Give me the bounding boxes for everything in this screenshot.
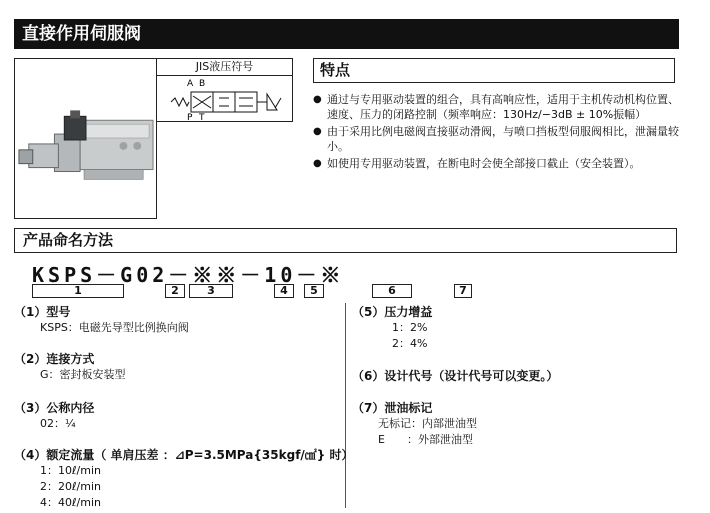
- feature-item: [313, 156, 683, 171]
- section-line: G：密封板安装型: [40, 368, 126, 381]
- port-p-label: P: [187, 113, 193, 122]
- section-pressure-gain: [352, 304, 432, 352]
- product-image: [14, 58, 157, 219]
- jis-symbol-label: JIS液压符号: [157, 59, 292, 76]
- port-b-label: B: [199, 79, 206, 89]
- section-line: 4：40ℓ/min: [40, 496, 101, 509]
- model-code: KSPS－G02－※※－10－※: [32, 263, 345, 287]
- features-heading: 特点: [313, 58, 675, 83]
- code-box-1: 1: [32, 284, 124, 298]
- section-connection: [14, 351, 126, 383]
- feature-text: 由于采用比例电磁阀直接驱动滑阀，与喷口挡板型伺服阀相比，泄漏量较小。: [327, 125, 679, 153]
- feature-text: 通过与专用驱动装置的组合，具有高响应性，适用于主机传动机构位置、速度、压力的闭路控制（频率响应：130Hz/−3dB ± 10%振幅）: [327, 93, 679, 121]
- section-nominal-size: [14, 400, 94, 432]
- servo-valve-illustration: [15, 59, 156, 218]
- section-rated-flow: [14, 447, 354, 511]
- section-line: 2：20ℓ/min: [40, 480, 101, 493]
- code-box-2: 2: [165, 284, 185, 298]
- page-title: 直接作用伺服阀: [14, 19, 679, 49]
- section-line: 1：10ℓ/min: [40, 464, 101, 477]
- port-t-label: T: [199, 113, 205, 122]
- section-line: 无标记：内部泄油型: [378, 417, 477, 430]
- section-heading: （3）公称内径: [14, 401, 95, 415]
- code-box-7: 7: [454, 284, 472, 298]
- section-line: E ：外部泄油型: [378, 433, 473, 446]
- code-box-5: 5: [304, 284, 324, 298]
- section-line: 1：2%: [392, 321, 428, 334]
- bullet-icon: ●: [313, 94, 322, 105]
- section-heading: （2）连接方式: [14, 352, 95, 366]
- port-a-label: A: [187, 79, 194, 89]
- jis-symbol-box: [157, 58, 293, 122]
- section-heading: （1）型号: [14, 305, 71, 319]
- section-model: [14, 304, 189, 336]
- feature-item: [313, 92, 683, 122]
- feature-item: [313, 124, 683, 154]
- section-line: 02：¼: [40, 417, 76, 430]
- section-heading: （6）设计代号（设计代号可以变更。）: [352, 369, 559, 383]
- features-list: [313, 92, 683, 173]
- code-box-6: 6: [372, 284, 412, 298]
- naming-heading: 产品命名方法: [14, 228, 677, 253]
- hydraulic-symbol-diagram: [157, 76, 293, 122]
- section-line: KSPS：电磁先导型比例换向阀: [40, 321, 189, 334]
- section-heading: （4）额定流量（ 单肩压差 ：⊿P=3.5MPa{35kgf/㎠} 时）: [14, 448, 354, 462]
- section-line: 2：4%: [392, 337, 428, 350]
- section-drain-mark: [352, 400, 477, 448]
- section-design-code: [352, 368, 558, 384]
- bullet-icon: ●: [313, 158, 322, 169]
- code-box-3: 3: [189, 284, 233, 298]
- section-heading: （7）泄油标记: [352, 401, 433, 415]
- code-box-4: 4: [274, 284, 294, 298]
- bullet-icon: ●: [313, 126, 322, 137]
- feature-text: 如使用专用驱动装置，在断电时会使全部接口截止（安全装置）。: [327, 157, 641, 170]
- section-heading: （5）压力增益: [352, 305, 433, 319]
